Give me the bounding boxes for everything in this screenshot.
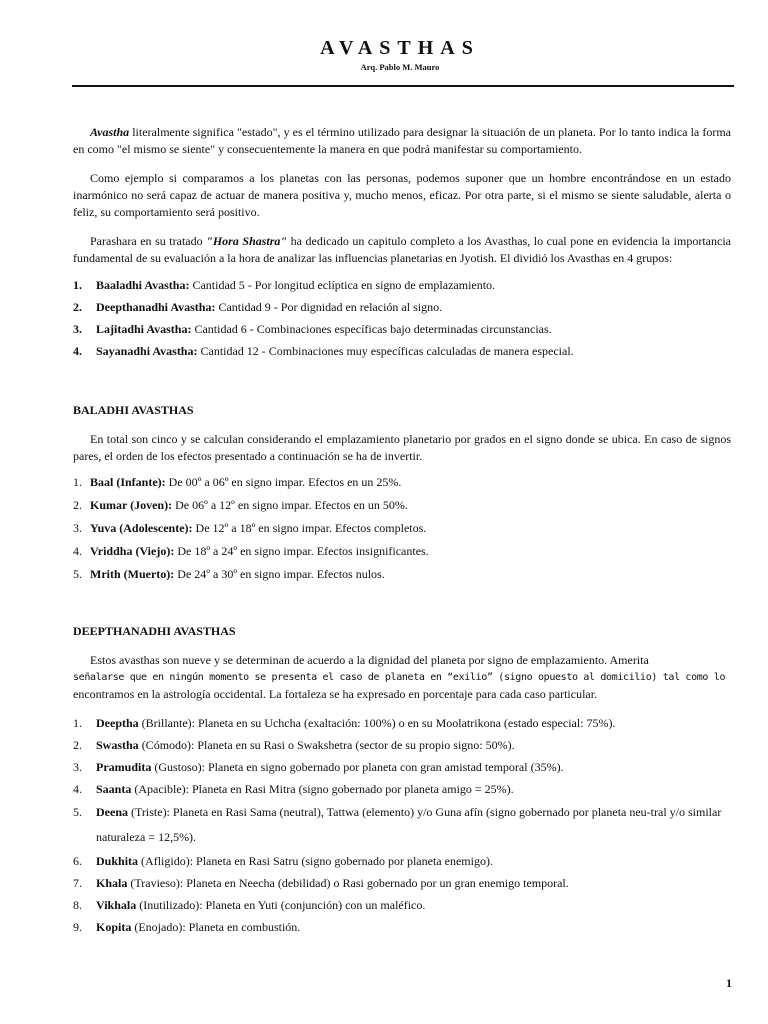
list-item: 4. Saanta (Apacible): Planeta en Rasi Mitra (signo gobernado por planeta amigo = 25%). (73, 782, 514, 796)
list-item: 6. Dukhita (Afligido): Planeta en Rasi Satru (signo gobernado por planeta enemigo). (73, 854, 493, 868)
list-item: 3. Yuva (Adolescente): De 12º a 18º en signo impar. Efectos completos. (73, 521, 427, 535)
list-item: 2. Swastha (Cómodo): Planeta en su Rasi o Swakshetra (sector de su propio signo: 50%). (73, 738, 515, 752)
intro-term: Avastha (90, 125, 130, 139)
list-item: 4. Sayanadhi Avastha: Cantidad 12 - Combinaciones muy específicas calculadas de manera especial. (73, 344, 574, 358)
baladhi-paragraph: En total son cinco y se calculan considerando el emplazamiento planetario por grados en el signo donde se ubica. En caso de signos pares, el orden de los efectos presentado a continuación se ha de invertir. (73, 432, 731, 463)
avastha-groups-list (73, 277, 731, 365)
list-item: 1. Baal (Infante): De 00º a 06º en signo impar. Efectos en un 25%. (73, 475, 402, 489)
header-rule (72, 85, 734, 87)
list-item: 8. Vikhala (Inutilizado): Planeta en Yuti (conjunción) con un maléfico. (73, 898, 426, 912)
list-item: 3. Lajitadhi Avastha: Cantidad 6 - Combinaciones específicas bajo determinadas circunstancias. (73, 322, 552, 336)
list-item: 9. Kopita (Enojado): Planeta en combustión. (73, 920, 301, 934)
deepthanadhi-list (73, 712, 731, 938)
baladhi-heading: BALADHI AVASTHAS (73, 403, 194, 417)
list-item: 5. Mrith (Muerto): De 24º a 30º en signo impar. Efectos nulos. (73, 567, 385, 581)
page-number: 1 (726, 976, 732, 990)
list-item: 1. Deeptha (Brillante): Planeta en su Uchcha (exaltación: 100%) o en su Moolatrikona (estado especial: 75%). (73, 716, 616, 730)
intro-paragraph-1: Avastha literalmente significa "estado", y es el término utilizado para designar la situación de un planeta. Por lo tanto indica la forma en como "el mismo se siente" y consecuentemente la manera en que podrá manifestar su comportamiento. (73, 125, 731, 156)
list-item: 7. Khala (Travieso): Planeta en Neecha (debilidad) o Rasi gobernado por un gran enemigo temporal. (73, 876, 569, 890)
list-item: 4. Vriddha (Viejo): De 18º a 24º en signo impar. Efectos insignificantes. (73, 544, 429, 558)
book-title: "Hora Shastra" (206, 234, 288, 248)
deepthanadhi-heading: DEEPTHANADHI AVASTHAS (73, 624, 236, 638)
document-body (73, 124, 731, 938)
list-item: 1. Baaladhi Avastha: Cantidad 5 - Por longitud eclíptica en signo de emplazamiento. (73, 278, 496, 292)
list-item: 2. Deepthanadhi Avastha: Cantidad 9 - Por dignidad en relación al signo. (73, 300, 443, 314)
list-item: 3. Pramudita (Gustoso): Planeta en signo gobernado por planeta con gran amistad temporal (35%). (73, 760, 564, 774)
document-author: Arq. Pablo M. Mauro (360, 62, 440, 72)
list-item: 5. Deena (Triste): Planeta en Rasi Sama (neutral), Tattwa (elemento) y/o Guna afín (signo gobernado por planeta neu-tral y/o similar naturaleza = 12,5%). (73, 805, 722, 844)
deepthanadhi-paragraph: Estos avasthas son nueve y se determinan de acuerdo a la dignidad del planeta por signo de emplazamiento. Amerita señalarse que en ningún momento se presenta el caso de planeta en “exilio” (signo opuesto al domicilio) tal como lo encontramos en la astrología occidental. La fortaleza se ha expresado en porcentaje para cada caso particular. (73, 653, 726, 701)
intro-paragraph-3: Parashara en su tratado "Hora Shastra" ha dedicado un capitulo completo a los Avasthas, lo cual pone en evidencia la importancia fundamental de su evaluación a la hora de analizar las influencias planetarias en Jyotish. El dividió los Avasthas en 4 grupos: (73, 234, 731, 265)
baladhi-list (73, 474, 731, 589)
list-item: 2. Kumar (Joven): De 06º a 12º en signo impar. Efectos en un 50%. (73, 498, 408, 512)
intro-paragraph-2: Como ejemplo si comparamos a los planetas con las personas, podemos suponer que un hombre encontrándose en un estado inarmónico no será capaz de actuar de manera positiva y, mucho menos, eficaz. Por otra parte, si el mismo se siente saludable, alerta o feliz, su comportamiento será positivo. (73, 171, 731, 219)
document-title: AVASTHAS (320, 37, 480, 59)
